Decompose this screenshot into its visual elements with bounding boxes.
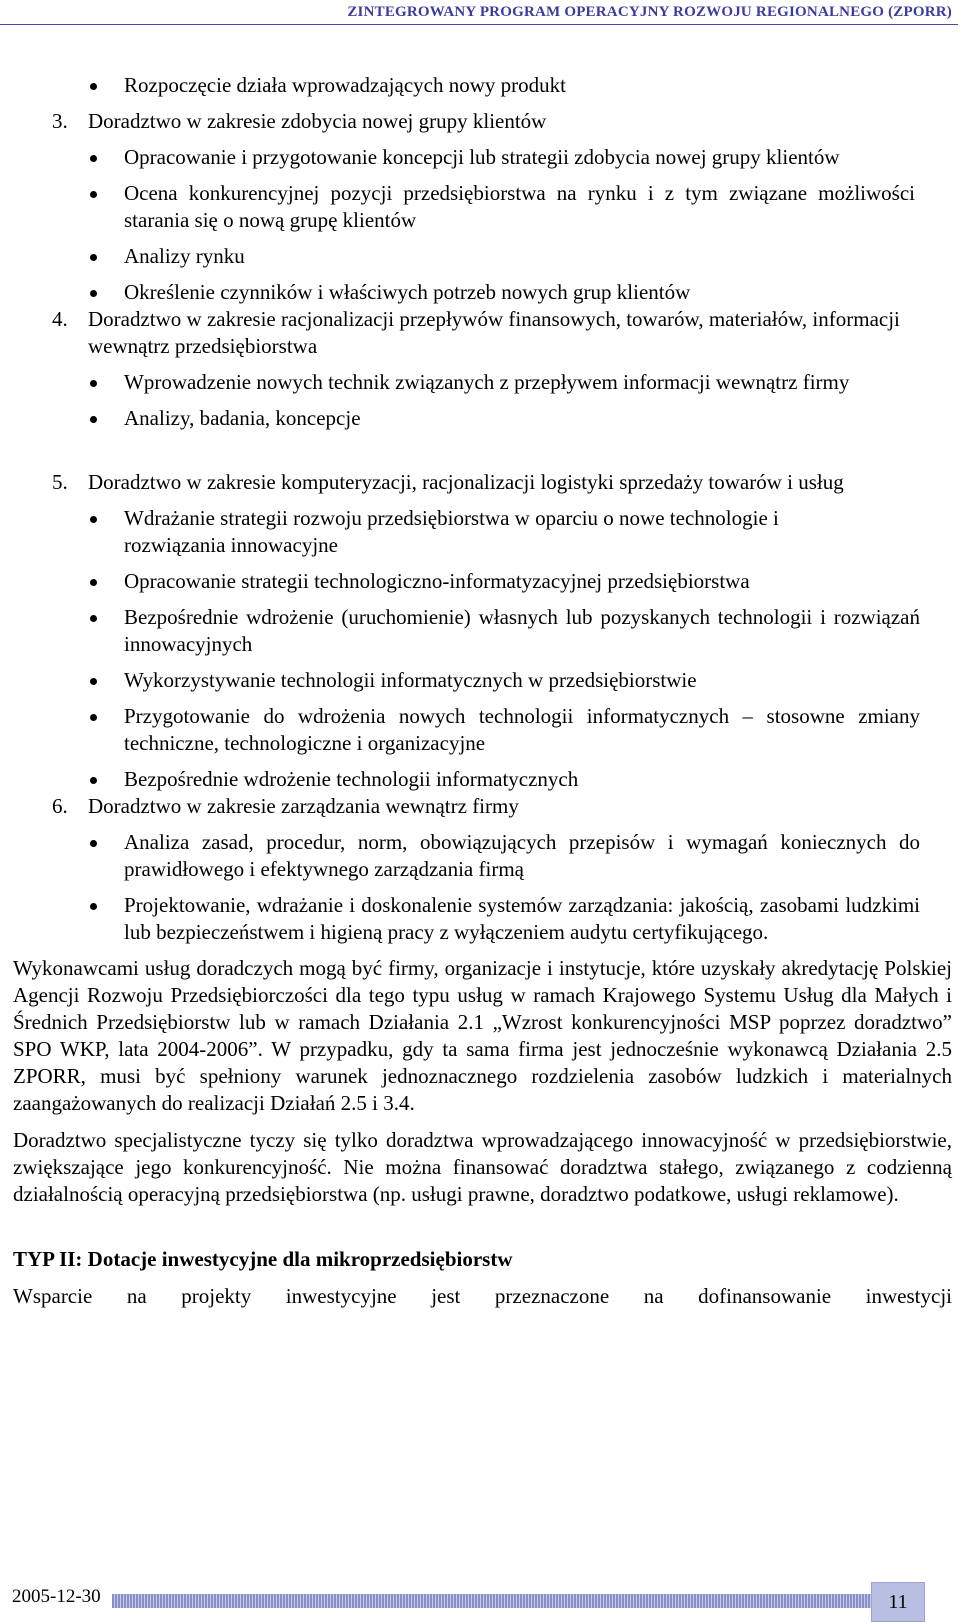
list-item: Określenie czynników i właściwych potrzeb nowych grup klientów <box>0 279 960 306</box>
page-number: 11 <box>888 1591 908 1613</box>
footer-date: 2005-12-30 <box>12 1586 101 1607</box>
item-text: Doradztwo w zakresie zarządzania wewnątrz firmy <box>88 794 519 818</box>
list-item: Przygotowanie do wdrożenia nowych technologii informatycznych – stosowne zmiany techniczne, technologiczne i organizacyjne <box>0 703 960 757</box>
list-item: Projektowanie, wdrażanie i doskonalenie systemów zarządzania: jakością, zasobami ludzkimi lub bezpieczeństwem i higieną pracy z wyłączeniem audytu certyfikującego. <box>0 892 960 946</box>
paragraph: Wykonawcami usług doradczych mogą być firmy, organizacje i instytucje, które uzyskały akredytację Polskiej Agencji Rozwoju Przedsiębiorczości dla tego typu usług w ramach Krajowego Systemu Usług dla Małych i Średnich Przedsiębiorstw lub w ramach Działania 2.1 „Wzrost konkurencyjności MSP poprzez doradztwo” SPO WKP, lata 2004-2006”. W przypadku, gdy ta sama firma jest jednocześnie wykonawcą Działania 2.5 ZPORR, musi być spełniony warunek jednoznacznego rozdzielenia zasobów ludzkich i materialnych zaangażowanych do realizacji Działań 2.5 i 3.4. <box>13 956 952 1115</box>
list-item: Opracowanie i przygotowanie koncepcji lub strategii zdobycia nowej grupy klientów <box>0 144 960 171</box>
list-item: Bezpośrednie wdrożenie (uruchomienie) własnych lub pozyskanych technologii i rozwiązań innowacyjnych <box>0 604 960 658</box>
section-heading: TYP II: Dotacje inwestycyjne dla mikroprzedsiębiorstw <box>13 1247 513 1271</box>
list-item: Rozpoczęcie działa wprowadzających nowy produkt <box>0 72 960 99</box>
item-text: Doradztwo w zakresie komputeryzacji, racjonalizacji logistyki sprzedaży towarów i usług <box>88 470 844 494</box>
page-footer <box>0 1577 960 1623</box>
footer-bar <box>112 1594 912 1608</box>
item-text: Doradztwo w zakresie racjonalizacji przepływów finansowych, towarów, materiałów, informacji wewnątrz przedsiębiorstwa <box>88 307 900 358</box>
item-number: 6. <box>52 794 68 818</box>
paragraph: Doradztwo specjalistyczne tyczy się tylko doradztwa wprowadzającego innowacyjność w przedsiębiorstwie, zwiększające jego konkurencyjność. Nie można finansować doradztwa stałego, związanego z codzienną działalnością operacyjną przedsiębiorstwa (np. usługi prawne, doradztwo podatkowe, usługi reklamowe). <box>13 1128 952 1206</box>
page-number-box <box>871 1582 925 1622</box>
header-title: ZINTEGROWANY PROGRAM OPERACYJNY ROZWOJU REGIONALNEGO (ZPORR) <box>347 4 952 20</box>
numbered-item <box>0 793 960 820</box>
paragraph: Wsparcie na projekty inwestycyjne jest przeznaczone na dofinansowanie inwestycji <box>13 1284 952 1308</box>
item-number: 4. <box>52 307 68 331</box>
numbered-item <box>0 108 960 135</box>
numbered-item <box>0 306 960 360</box>
item-text: Doradztwo w zakresie zdobycia nowej grupy klientów <box>88 109 547 133</box>
list-item: Wykorzystywanie technologii informatycznych w przedsiębiorstwie <box>0 667 960 694</box>
document-body <box>0 72 960 1310</box>
list-item: Opracowanie strategii technologiczno-informatyzacyjnej przedsiębiorstwa <box>0 568 960 595</box>
numbered-item <box>0 469 960 496</box>
list-item: Analizy rynku <box>0 243 960 270</box>
list-item: Bezpośrednie wdrożenie technologii informatycznych <box>0 766 960 793</box>
list-item: Analizy, badania, koncepcje <box>0 405 960 432</box>
list-item: Analiza zasad, procedur, norm, obowiązujących przepisów i wymagań koniecznych do prawidłowego i efektywnego zarządzania firmą <box>0 829 960 883</box>
list-item: Ocena konkurencyjnej pozycji przedsiębiorstwa na rynku i z tym związane możliwości starania się o nową grupę klientów <box>0 180 960 234</box>
list-item: Wdrażanie strategii rozwoju przedsiębiorstwa w oparciu o nowe technologie i rozwiązania innowacyjne <box>0 505 960 559</box>
list-item: Wprowadzenie nowych technik związanych z przepływem informacji wewnątrz firmy <box>0 369 960 396</box>
item-number: 5. <box>52 470 68 494</box>
page-header <box>0 2 958 25</box>
item-number: 3. <box>52 109 68 133</box>
